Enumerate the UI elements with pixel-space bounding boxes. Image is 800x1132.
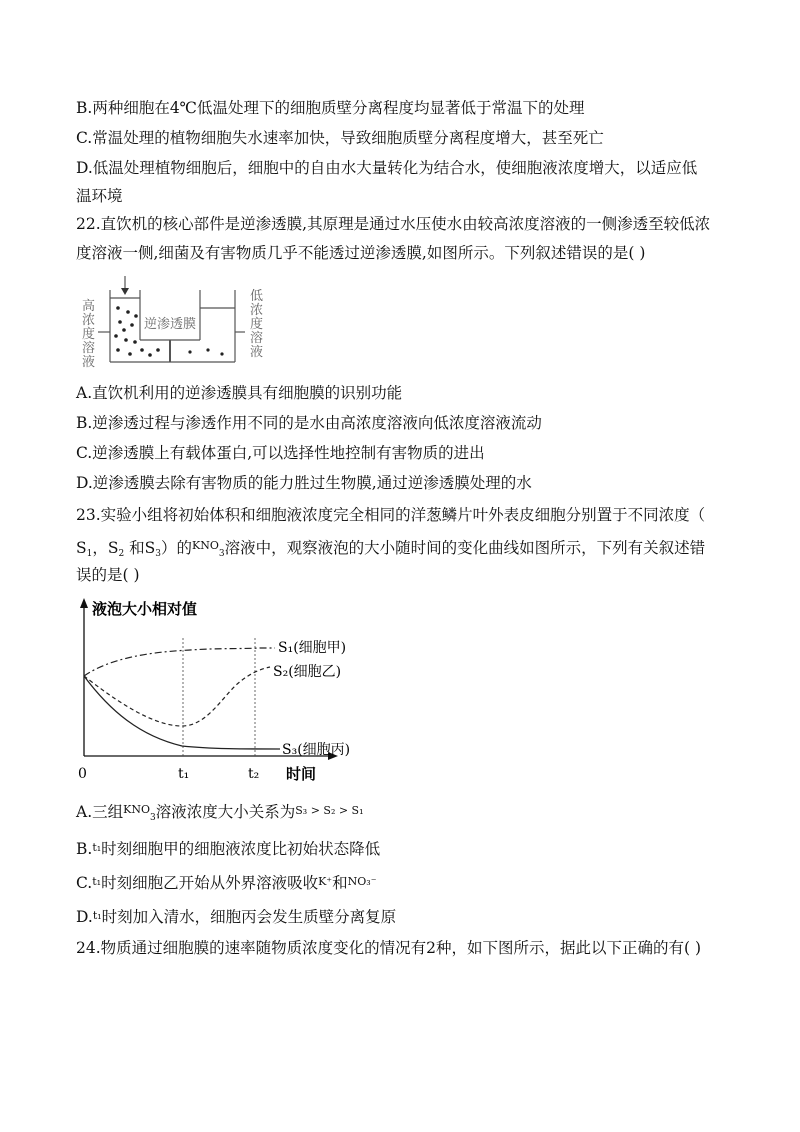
right-label-char: 度 (250, 317, 264, 332)
q22-stem-line1: 22.直饮机的核心部件是逆渗透膜,其原理是通过水压使水由较高浓度溶液的一侧渗透至较低浓 (76, 215, 711, 233)
tick-label-t2: t₂ (248, 766, 260, 782)
series-s1-label: S₁(细胞甲) (278, 640, 347, 656)
q23-stem-line3: 误的是( ) (76, 566, 140, 584)
left-label-char: 溶 (82, 341, 96, 356)
y-axis-arrow-icon (80, 598, 88, 608)
q23-option-d: D.t₁时刻加入清水，细胞丙会发生质壁分离复原 (76, 908, 397, 926)
down-arrow-icon (121, 276, 129, 295)
q23-option-c: C.t₁时刻细胞乙开始从外界溶液吸收K⁺和NO₃⁻ (76, 874, 377, 892)
left-label-char: 高 (82, 299, 96, 314)
q22-stem-line2: 度溶液一侧,细菌及有害物质几乎不能透过逆渗透膜,如图所示。下列叙述错误的是( ) (76, 244, 646, 262)
q22-option-a: A.直饮机利用的逆渗透膜具有细胞膜的识别功能 (76, 384, 403, 402)
left-label-char: 液 (82, 355, 96, 370)
tick-label-t1: t₁ (178, 766, 190, 782)
series-s1-line (84, 648, 275, 676)
q22-option-c: C.逆渗透膜上有载体蛋白,可以选择性地控制有害物质的进出 (76, 444, 485, 462)
q24-stem: 24.物质通过细胞膜的速率随物质浓度变化的情况有2种，如下图所示，据此以下正确的有( ) (76, 939, 702, 957)
series-s2-line (84, 667, 270, 726)
q21-option-c: C.常温处理的植物细胞失水速率加快，导致细胞质壁分离程度增大，甚至死亡 (76, 129, 604, 147)
vacuole-size-chart (70, 596, 390, 786)
series-s2-label: S₂(细胞乙) (273, 664, 342, 680)
q23-option-a: A.三组$^{KNO}_3$溶液浓度大小关系为S₃ > S₂ > S₁ (76, 803, 364, 823)
solute-particles-right (188, 348, 223, 355)
left-label-char: 度 (82, 327, 96, 342)
right-label-char: 低 (250, 289, 264, 304)
q23-stem-line1: 23.实验小组将初始体积和细胞液浓度完全相同的洋葱鳞片叶外表皮细胞分别置于不同浓度（ (76, 506, 706, 524)
reverse-osmosis-diagram (80, 270, 270, 370)
right-label-char: 溶 (250, 331, 264, 346)
y-axis-label: 液泡大小相对值 (92, 600, 198, 618)
q21-option-d-line2: 温环境 (76, 187, 123, 205)
x-axis-label: 时间 (286, 765, 317, 783)
origin-label: 0 (78, 766, 87, 782)
right-label-char: 浓 (250, 303, 264, 318)
series-s3-line (84, 676, 280, 749)
q22-option-d: D.逆渗透膜去除有害物质的能力胜过生物膜,通过逆渗透膜处理的水 (76, 474, 532, 492)
membrane-label: 逆渗透膜 (144, 317, 197, 332)
right-label-char: 液 (250, 345, 264, 360)
q21-option-b: B.两种细胞在4℃低温处理下的细胞质壁分离程度均显著低于常温下的处理 (76, 99, 585, 117)
q21-option-d-line1: D.低温处理植物细胞后，细胞中的自由水大量转化为结合水，使细胞液浓度增大，以适应低 (76, 159, 698, 177)
q22-option-b: B.逆渗透过程与渗透作用不同的是水由高浓度溶液向低浓度溶液流动 (76, 414, 542, 432)
left-label-char: 浓 (82, 313, 96, 328)
q23-stem-line2: $S_1$，$S_2$ 和$S_3$）的$^{KNO}_3$溶液中，观察液泡的大小随时间的变化曲线如图所示，下列有关叙述错 (76, 539, 706, 559)
series-s3-label: S₃(细胞丙) (282, 742, 351, 758)
q23-option-b: B.t₁时刻细胞甲的细胞液浓度比初始状态降低 (76, 840, 381, 858)
